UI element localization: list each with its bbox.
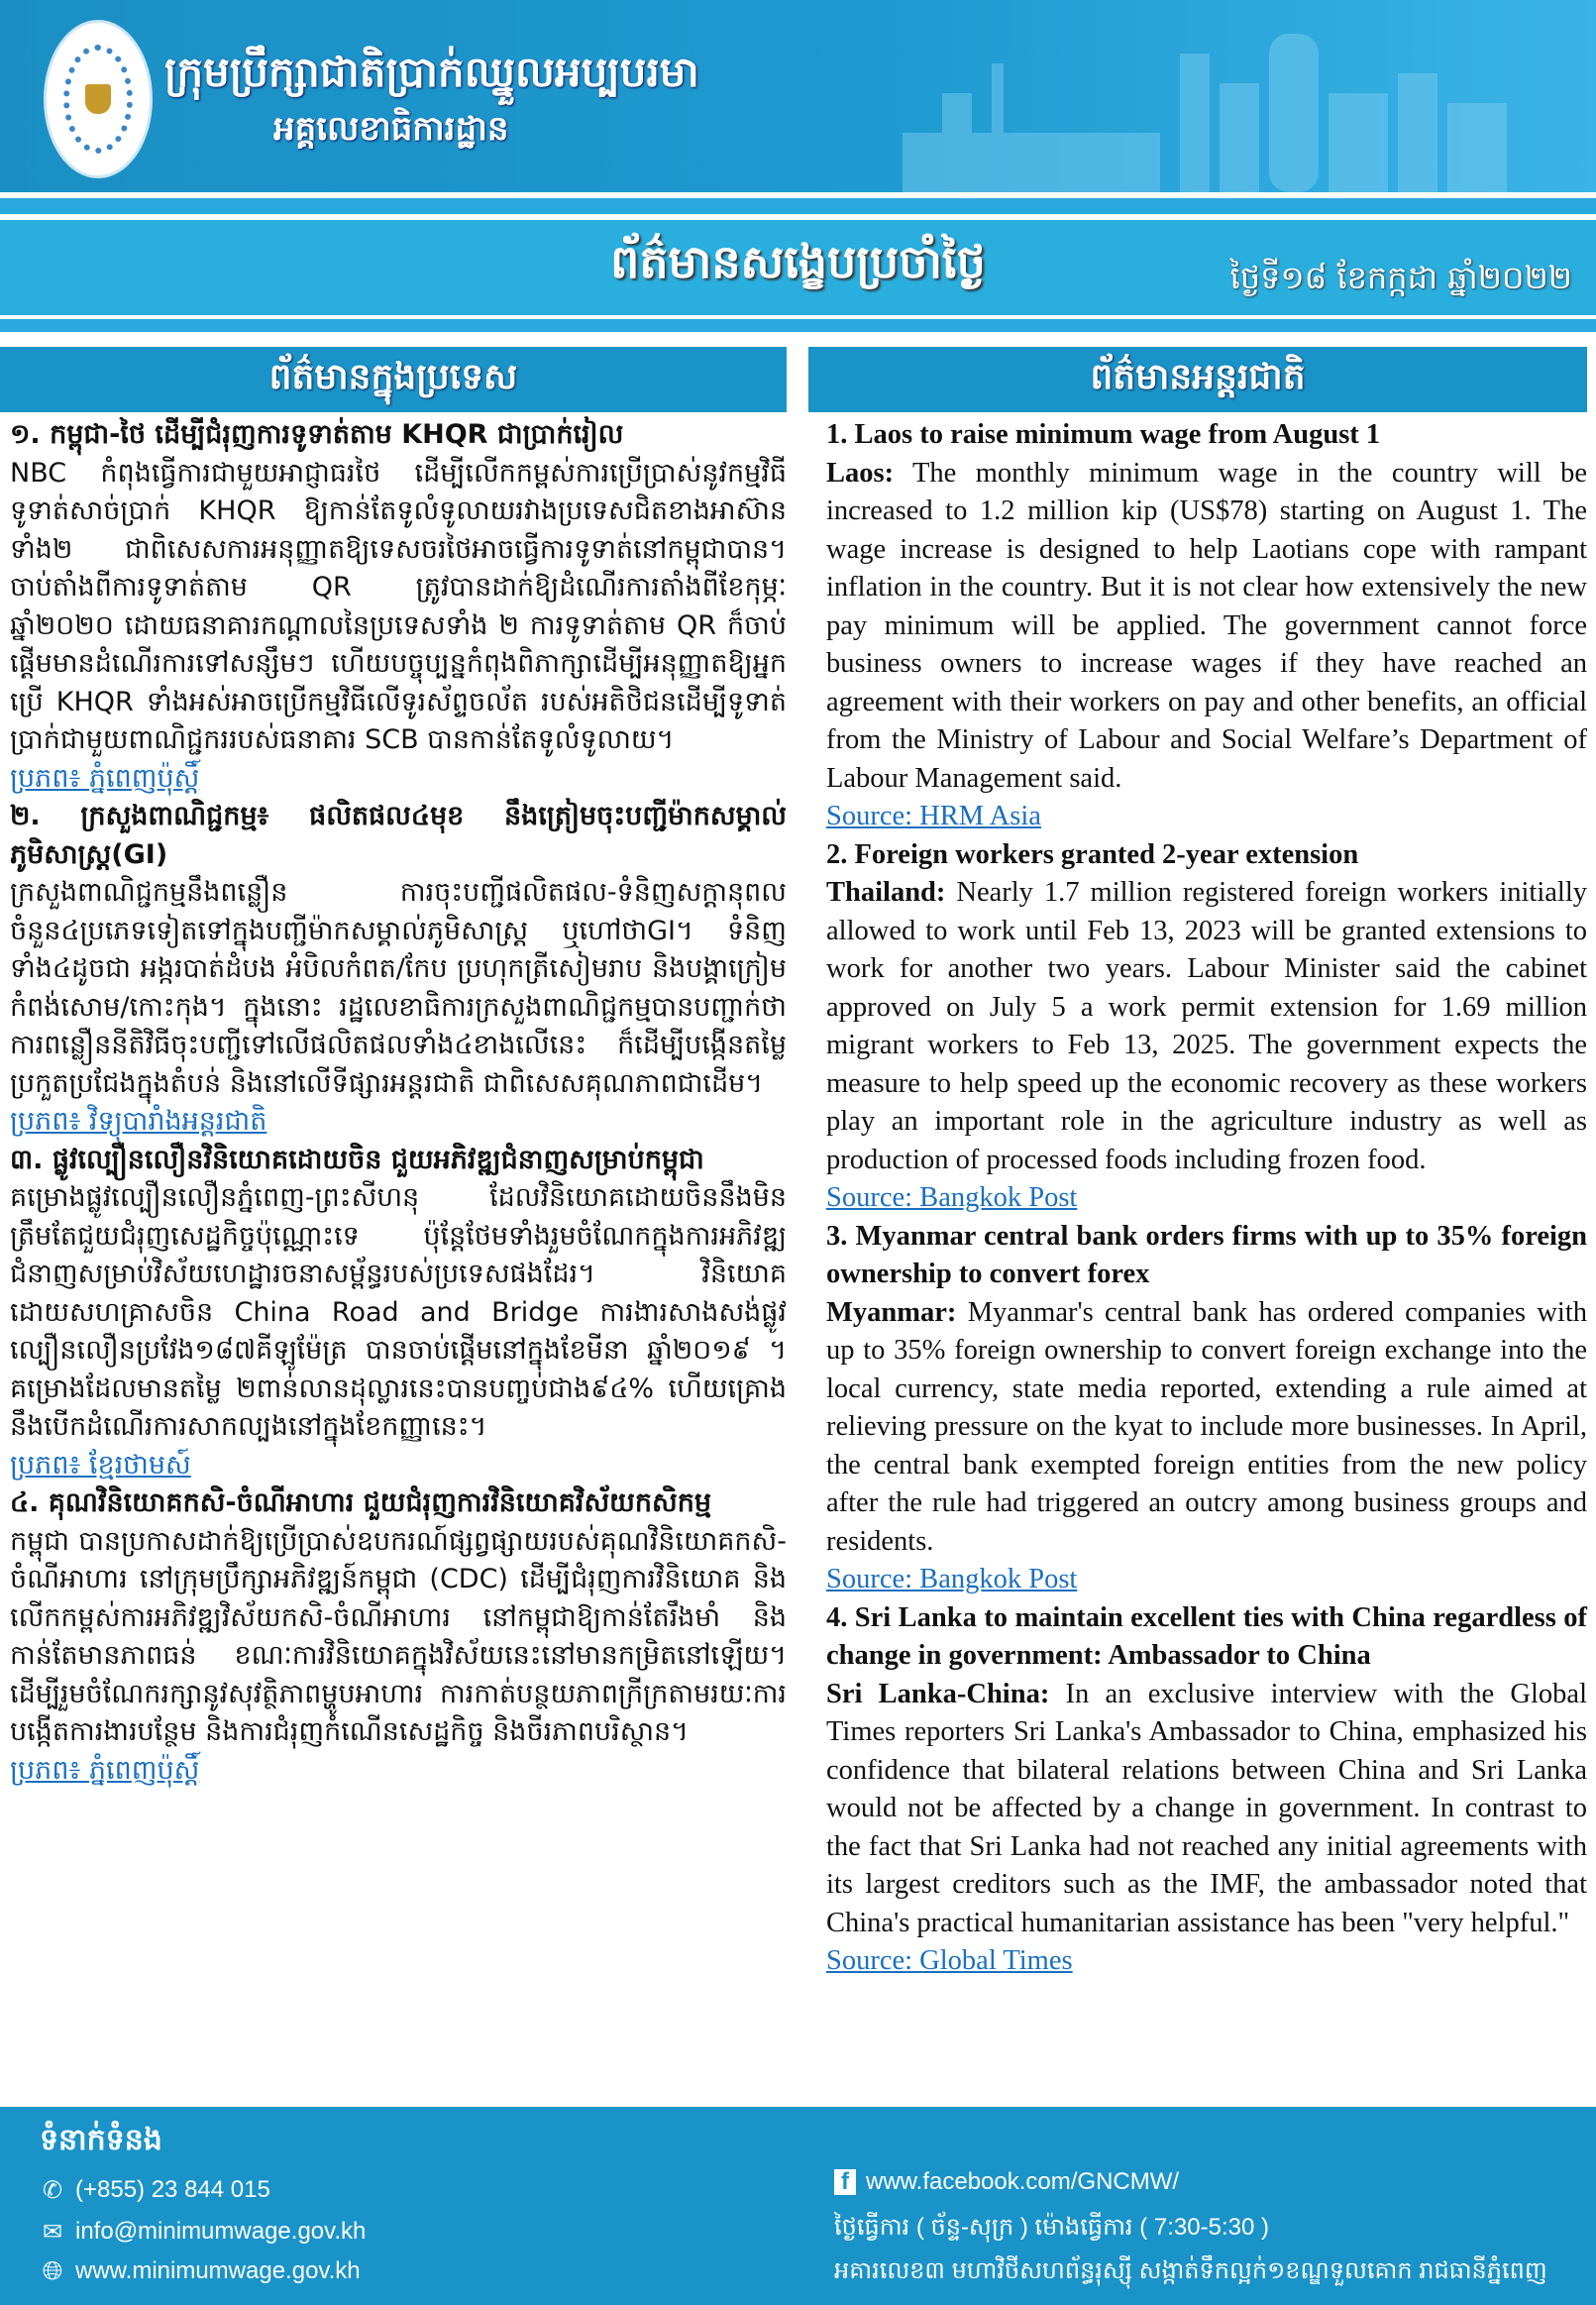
bulletin-date: ថ្ងៃទី១៨ ខែកក្កដា ឆ្នាំ២០២២: [1229, 259, 1572, 296]
international-news-column: [826, 416, 1587, 1981]
source-link[interactable]: ប្រភព៖ វិទ្យុបារាំងអន្តរជាតិ: [10, 1106, 267, 1137]
news-title: ៣. ផ្លូវល្បឿនលឿនវិនិយោគដោយចិន ជួយអភិវឌ្ឍជំនាញសម្រាប់កម្ពុជា: [10, 1144, 704, 1175]
news-lead: Thailand:: [826, 877, 946, 908]
source-link[interactable]: ប្រភព៖ ខ្មែរថាមស៍: [10, 1449, 191, 1481]
news-body: Myanmar: Myanmar's central bank has ordered companies with up to 35% foreign ownership to convert foreign exchange into the local currency, state media reported, extending a rule aimed at relieving pressure on the kyat to include more businesses. In April, the central bank exempted foreign entities from the new policy after the rule had triggered an outcry among business groups and residents.: [826, 1296, 1587, 1557]
source-link[interactable]: Source: Bangkok Post: [826, 1564, 1078, 1594]
source-link[interactable]: Source: Bangkok Post: [826, 1182, 1078, 1213]
news-title: 3. Myanmar central bank orders firms with up to 35% foreign ownership to convert forex: [826, 1220, 1587, 1289]
source-link[interactable]: ប្រភព៖ ភ្នំពេញប៉ុស្តិ៍: [10, 762, 200, 794]
facebook-icon: f: [834, 2169, 856, 2195]
phone-icon: ✆: [42, 2176, 63, 2204]
divider-bar: [0, 319, 1596, 332]
international-news-heading: ព័ត៌មានអន្តរជាតិ: [808, 347, 1587, 412]
footer-contact: [0, 2107, 1596, 2305]
domestic-news-heading: ព័ត៌មានក្នុងប្រទេស: [0, 347, 787, 412]
title-band: [0, 220, 1596, 315]
news-title: 4. Sri Lanka to maintain excellent ties with China regardless of change in government: Ambassador to China: [826, 1601, 1587, 1671]
news-item: [10, 798, 787, 1142]
working-hours: ថ្ងៃធ្វើការ ( ច័ន្ទ-សុក្រ ) ម៉ោងធ្វើការ ( 7:30-5:30 ): [834, 2214, 1269, 2241]
website-link[interactable]: www.minimumwage.gov.kh: [75, 2257, 361, 2284]
news-title: ២. ក្រសួងពាណិជ្ជកម្ម៖ ផលិតផល៤មុខ នឹងត្រៀមចុះបញ្ជីម៉ាកសម្គាល់ភូមិសាស្ត្រ(GI): [10, 801, 787, 870]
news-title: ៤. គុណវិនិយោគកសិ-ចំណីអាហារ ជួយជំរុញការវិនិយោគវិស័យកសិកម្ម: [10, 1487, 712, 1518]
news-title: 1. Laos to raise minimum wage from August 1: [826, 419, 1381, 450]
news-lead: Myanmar:: [826, 1296, 957, 1328]
bulletin-title: ព័ត៌មានសង្ខេបប្រចាំថ្ងៃ: [610, 235, 986, 288]
news-body: កម្ពុជា បានប្រកាសដាក់ឱ្យប្រើប្រាស់ឧបករណ៍ផ្សព្វផ្សាយរបស់គុណវិនិយោគកសិ-ចំណីអាហារ នៅក្រុមប្រឹក្សាអភិវឌ្ឍន៍កម្ពុជា (CDC) ដើម្បីជំរុញការវិនិយោគ និងលើកកម្ពស់ការអភិវឌ្ឍវិស័យកសិ-ចំណីអាហារ នៅកម្ពុជាឱ្យកាន់តែរឹងមាំ និងកាន់តែមានភាពធន់ ខណៈការវិនិយោគក្នុងវិស័យនេះនៅមានកម្រិតនៅឡើយ។ ដើម្បីរួមចំណែករក្សានូវសុវត្ថិភាពម្ហូបអាហារ ការកាត់បន្ថយភាពក្រីក្រតាមរយៈការបង្កើតការងារបន្ថែម និងការជំរុញកំណើនសេដ្ឋកិច្ច និងចីរភាពបរិស្ថាន។: [10, 1525, 787, 1747]
news-body: គម្រោងផ្លូវល្បឿនលឿនភ្នំពេញ-ព្រះសីហនុ ដែលវិនិយោគដោយចិននឹងមិនត្រឹមតែជួយជំរុញសេដ្ឋកិច្ចប៉ុណ្ណោះទេ ប៉ុន្តែថែមទាំងរួមចំណែកក្នុងការអភិវឌ្ឍជំនាញសម្រាប់វិស័យហេដ្ឋារចនាសម្ព័ន្ធរបស់ប្រទេសផងដែរ។ វិនិយោគដោយសហគ្រាសចិន China Road and Bridge ការងារសាងសង់ផ្លូវល្បឿនលឿនប្រវែង១៨៧គីឡូម៉ែត្រ បានចាប់ផ្តើមនៅក្នុងខែមីនា ឆ្នាំ២០១៩ ។ គម្រោងដែលមានតម្លៃ ២ពាន់លានដុល្លារនេះបានបញ្ចប់ជាង៩៤% ហើយគ្រោងនឹងបើកដំណើរការសាកល្បងនៅក្នុងខែកញ្ញានេះ។: [10, 1182, 787, 1442]
news-item: [10, 1484, 787, 1790]
news-lead: Laos:: [826, 457, 895, 489]
news-item: [826, 416, 1587, 836]
city-skyline-image: [883, 24, 1556, 192]
envelope-icon: ✉: [42, 2218, 63, 2246]
source-link[interactable]: ប្រភព៖ ភ្នំពេញប៉ុស្តិ៍: [10, 1754, 200, 1786]
source-link[interactable]: Source: HRM Asia: [826, 801, 1041, 831]
facebook-row: [834, 2168, 1179, 2196]
council-logo: [44, 20, 153, 178]
news-body: NBC កំពុងធ្វើការជាមួយអាជ្ញាធរថៃ ដើម្បីលើកកម្ពស់ការប្រើប្រាស់នូវកម្មវិធីទូទាត់សាច់ប្រាក់ KHQR ឱ្យកាន់តែទូលំទូលាយរវាងប្រទេសជិតខាងអាស៊ានទាំង២ ជាពិសេសការអនុញ្ញាតឱ្យទេសចរថៃអាចធ្វើការទូទាត់នៅកម្ពុជាបាន។ ចាប់តាំងពីការទូទាត់តាម QR ត្រូវបានដាក់ឱ្យដំណើរការតាំងពីខែកុម្ភៈ ឆ្នាំ២០២០ ដោយធនាគារកណ្តាលនៃប្រទេសទាំង ២ ការទូទាត់តាម QR ក៏ចាប់ផ្តើមមានដំណើរការទៅសន្សឹមៗ ហើយបច្ចុប្បន្នកំពុងពិភាក្សាដើម្បីអនុញ្ញាតឱ្យអ្នកប្រើ KHQR ទាំងអស់អាចប្រើកម្មវិធីលើទូរស័ព្ទចល័ត របស់អតិថិជនដើម្បីទូទាត់ប្រាក់ជាមួយពាណិជ្ជកររបស់ធនាគារ SCB បានកាន់តែទូលំទូលាយ។: [10, 457, 787, 755]
email-link[interactable]: info@minimumwage.gov.kh: [75, 2218, 367, 2245]
globe-icon: 🌐︎: [42, 2255, 63, 2285]
news-item: [826, 1599, 1587, 1981]
email-row: [40, 2218, 366, 2246]
news-body: Laos: The monthly minimum wage in the country will be increased to 1.2 million kip (US$78) starting on August 1. The wage increase is designed to help Laotians cope with rampant inflation in the country. But it is not clear how extensively the new pay minimum will be applied. The government cannot force business owners to increase wages if they have reached an agreement with their workers on pay and other benefits, an official from the Ministry of Labour and Social Welfare’s Department of Labour Management said.: [826, 457, 1587, 794]
news-title: ១. កម្ពុជា-ថៃ ដើម្បីជំរុញការទូទាត់តាម KHQR ជាប្រាក់រៀល: [10, 419, 624, 450]
news-lead: Sri Lanka-China:: [826, 1678, 1050, 1709]
phone-row: [40, 2176, 270, 2204]
news-title: 2. Foreign workers granted 2-year extension: [826, 838, 1359, 870]
facebook-link[interactable]: www.facebook.com/GNCMW/: [866, 2168, 1180, 2195]
header-banner: [0, 0, 1596, 192]
divider-bar: [0, 198, 1596, 214]
news-body: Thailand: Nearly 1.7 million registered foreign workers initially allowed to work until Feb 13, 2023 will be granted extensions to work for another two years. Labour Minister said the cabinet approved on July 5 a work permit extension for 1.69 million migrant workers to Feb 13, 2025. The government expects the measure to help speed up the economic recovery as these workers play an important role in the agriculture industry as well as production of processed foods including frozen food.: [826, 877, 1587, 1175]
org-subtitle: អគ្គលេខាធិការដ្ឋាន: [273, 109, 509, 149]
domestic-news-column: [10, 416, 787, 1790]
news-body: Sri Lanka-China: In an exclusive interview with the Global Times reporters Sri Lanka's Ambassador to China, emphasized his confidence that bilateral relations between China and Sri Lanka would not be affected by a change in government. In contrast to the fact that Sri Lanka had not reached any initial agreements with its largest creditors such as the IMF, the ambassador noted that China's practical humanitarian assistance has been "very helpful.": [826, 1678, 1587, 1938]
news-item: [10, 1142, 787, 1485]
phone-number[interactable]: (+855) 23 844 015: [75, 2176, 270, 2203]
news-item: [826, 1218, 1587, 1599]
contact-title: ទំនាក់ទំនង: [40, 2124, 162, 2156]
address: អគារលេខ៣ មហាវិថីសហព័ន្ធរុស្ស៊ី សង្កាត់ទឹកល្អក់១ខណ្ឌទួលគោក រាជធានីភ្នំពេញ: [834, 2257, 1547, 2284]
source-link[interactable]: Source: Global Times: [826, 1945, 1073, 1976]
news-item: [826, 836, 1587, 1218]
org-title: ក្រុមប្រឹក្សាជាតិប្រាក់ឈ្នួលអប្បបរមា: [164, 48, 699, 96]
website-row: [40, 2257, 361, 2285]
news-item: [10, 416, 787, 798]
news-body: ក្រសួងពាណិជ្ជកម្មនឹងពន្លឿន ការចុះបញ្ជីផលិតផល-ទំនិញសក្តានុពល ចំនួន៤ប្រភេទទៀតទៅក្នុងបញ្ជីម៉ាកសម្គាល់ភូមិសាស្ត្រ ឬហៅថាGI។ ទំនិញទាំង៤ដូចជា អង្ករបាត់ដំបង អំបិលកំពត/កែប ប្រហុកត្រីសៀមរាប និងបង្គាក្រៀមកំពង់សោម/កោះកុង។ ក្នុងនោះ រដ្ឋលេខាធិការក្រសួងពាណិជ្ជកម្មបានបញ្ជាក់ថា ការពន្លឿននីតិវិធីចុះបញ្ជីទៅលើផលិតផលទាំង៤ខាងលើនេះ ក៏ដើម្បីបង្កើនតម្លៃប្រកួតប្រជែងក្នុងតំបន់ និងនៅលើទីផ្សារអន្តរជាតិ ជាពិសេសគុណភាពជាដើម។: [10, 877, 787, 1099]
